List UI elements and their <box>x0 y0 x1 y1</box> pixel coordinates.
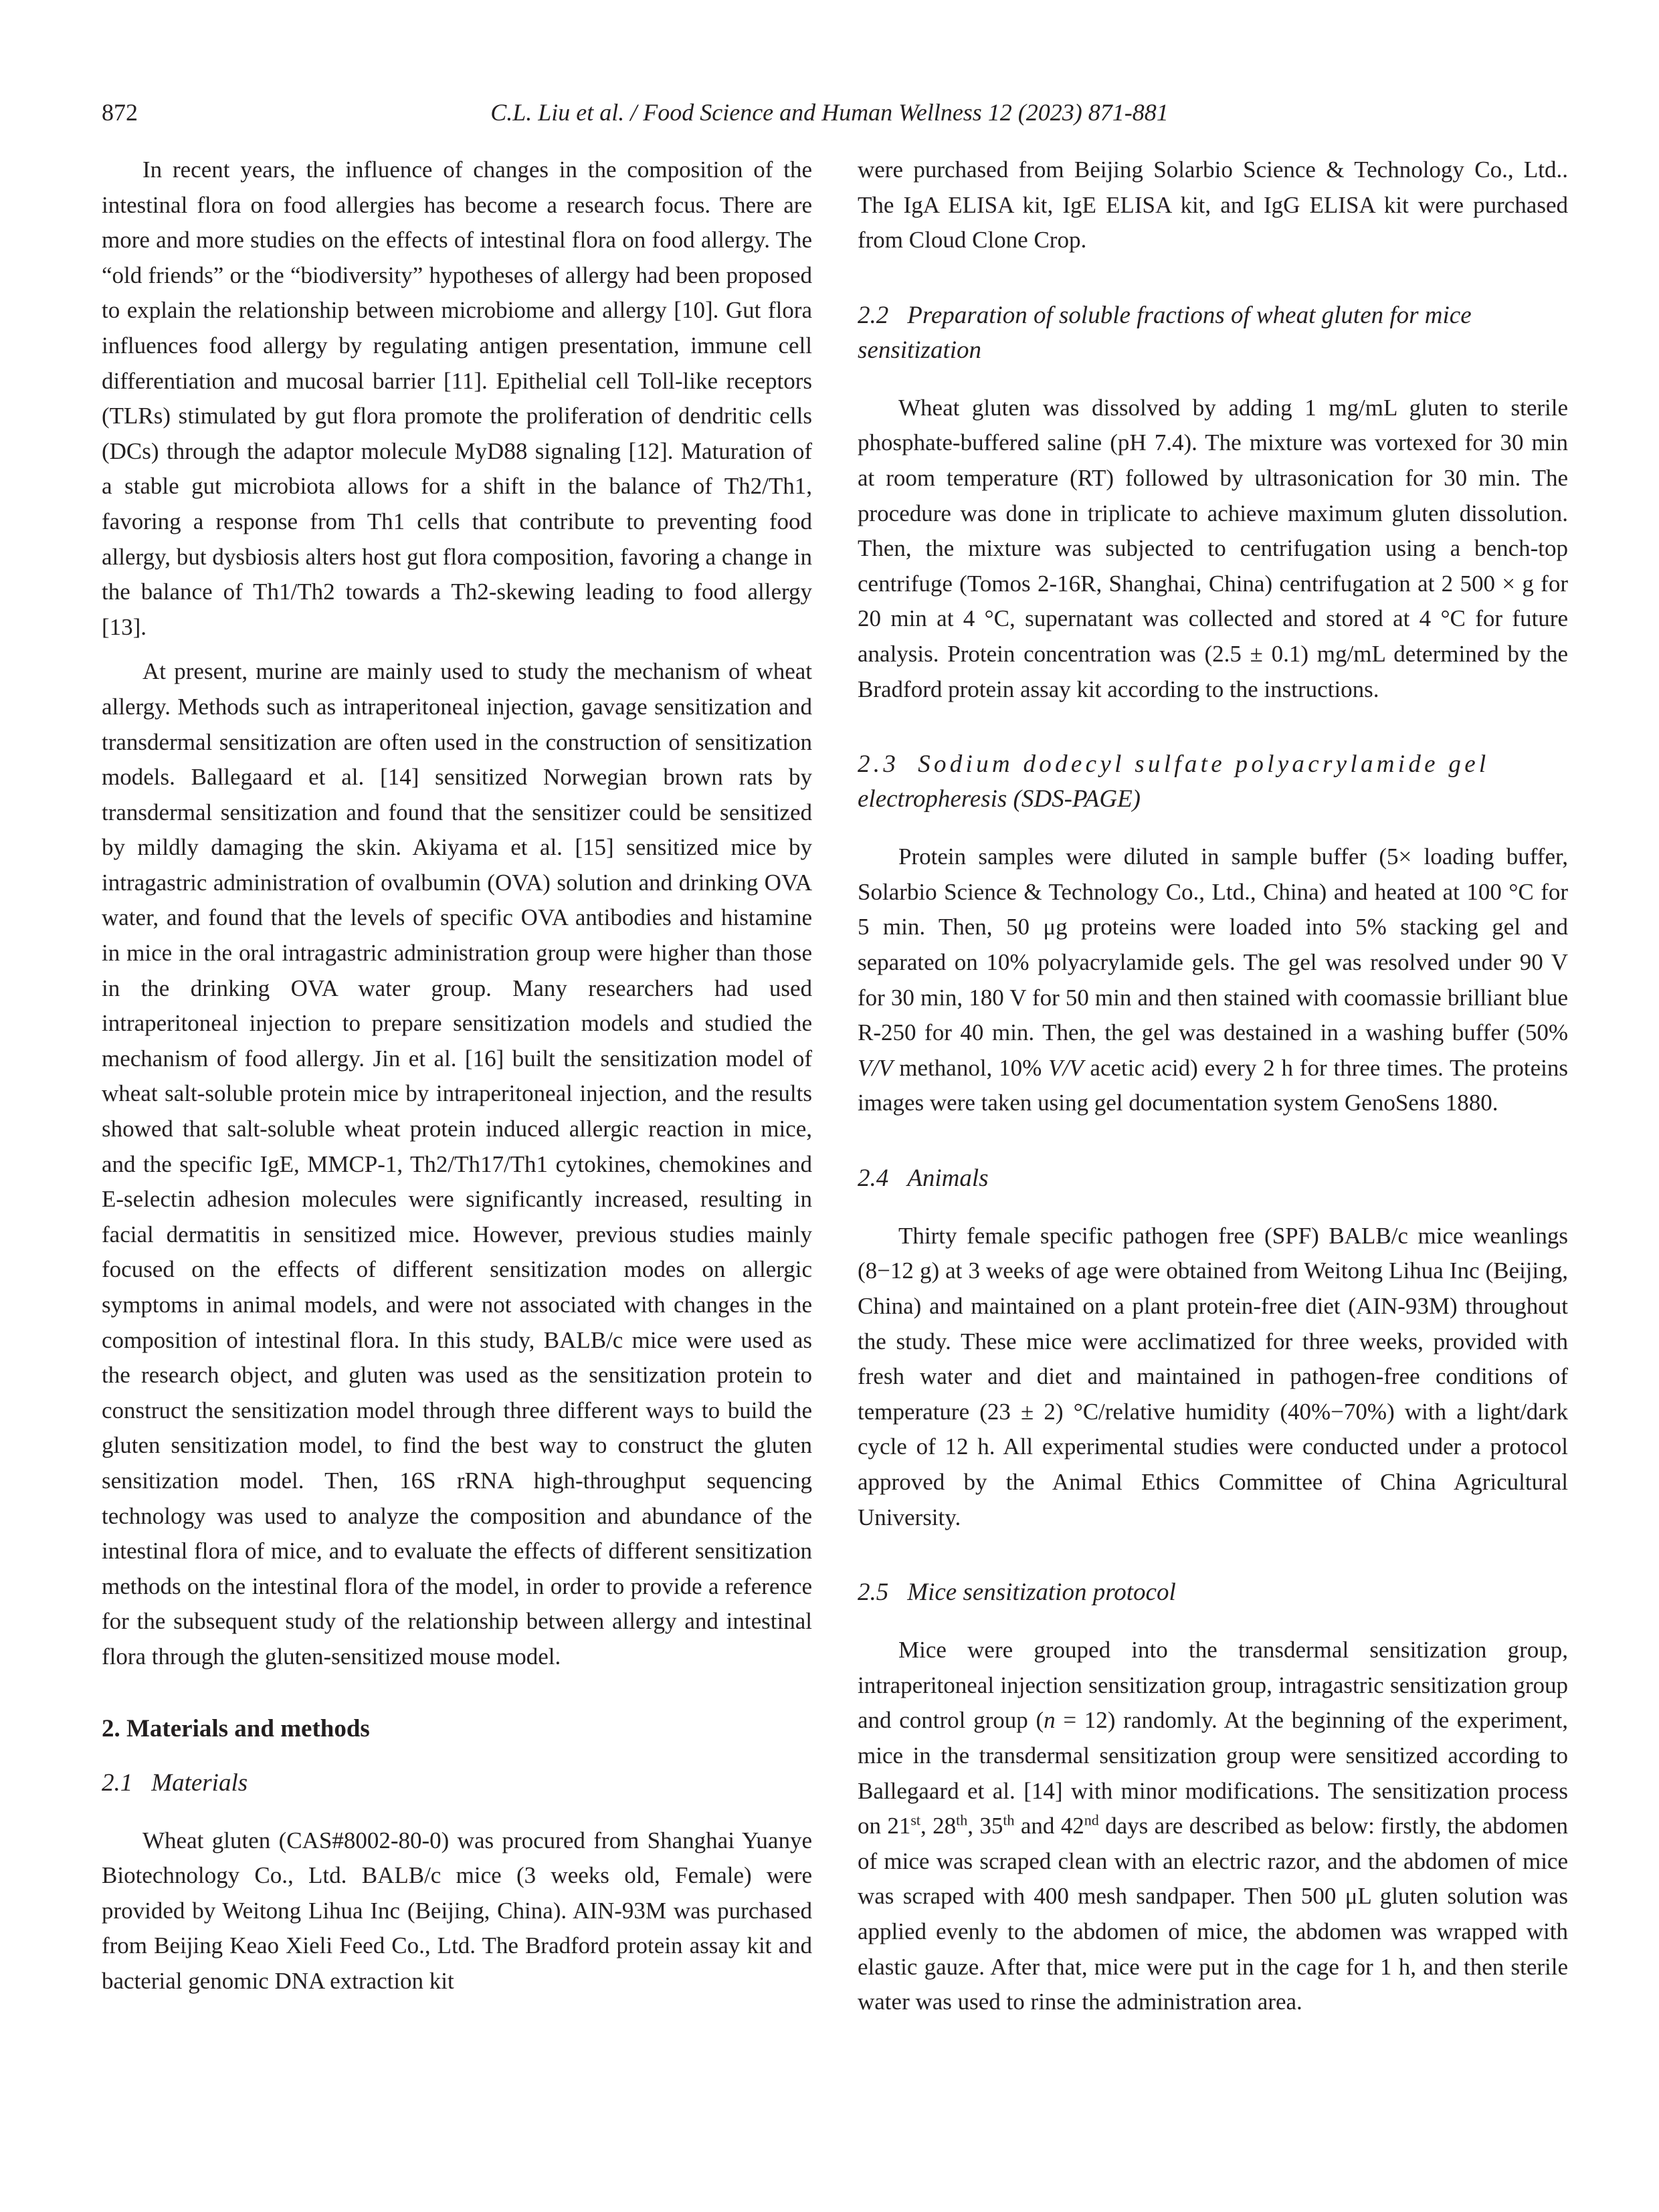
animals-paragraph: Thirty female specific pathogen free (SPF) BALB/c mice weanlings (8−12 g) at 3 weeks of age were obtained from Weitong Lihua Inc (Beijing, China) and maintained on a plant protein-free diet (AIN-93M) throughout the study. These mice were acclimatized for three weeks, provided with fresh water and diet and maintained in pathogen-free conditions of temperature (23 ± 2) °C/relative humidity (40%−70%) with a light/dark cycle of 12 h. All experimental studies were conducted under a protocol approved by the Animal Ethics Committee of China Agricultural University. <box>858 1222 1568 1530</box>
subsection-heading-gluten-preparation <box>858 298 1568 368</box>
right-column <box>858 153 1568 2020</box>
subsection-title: Sodium dodecyl sulfate polyacrylamide gel <box>918 750 1490 779</box>
materials-paragraph: Wheat gluten (CAS#8002-80-0) was procured from Shanghai Yuanye Biotechnology Co., Ltd. BALB/c mice (3 weeks old, Female) were provided by Weitong Lihua Inc (Beijing, China). AIN-93M was purchased from Beijing Keao Xieli Feed Co., Ltd. The Bradford protein assay kit and bacterial genomic DNA extraction kit <box>102 1827 812 1994</box>
subsection-number: 2.5 <box>858 1579 889 1607</box>
subsection-heading-materials <box>102 1766 812 1801</box>
subsection-number: 2.1 <box>102 1769 133 1797</box>
running-head: C.L. Liu et al. / Food Science and Human Wellness 12 (2023) 871-881 <box>490 99 1169 126</box>
sensitization-protocol-paragraph: Mice were grouped into the transdermal sensitization group, intraperitoneal injection sensitization group, intragastric sensitization group and control group (n = 12) randomly. At the beginning of the experiment, mice in the transdermal sensitization group were sensitized according to Ballegaard et al. [14] with minor modifications. The sensitization process on 21st, 28th, 35th and 42nd days are described as below: firstly, the abdomen of mice was scraped clean with an electric razor, and the abdomen of mice was scraped with 400 mesh sandpaper. Then 500 μL gluten solution was applied evenly to the abdomen of mice, the abdomen was wrapped with elastic gauze. After that, mice were put in the cage for 1 h, and then sterile water was used to rinse the administration area. <box>858 1637 1569 2015</box>
subsection-title: Preparation of soluble fractions of wheat gluten for mice sensitization <box>858 301 1472 364</box>
subsection-heading-sds-page <box>858 747 1568 817</box>
subsection-title: Mice sensitization protocol <box>907 1579 1176 1607</box>
subsection-title: Animals <box>907 1164 989 1192</box>
subsection-heading-animals <box>858 1161 1568 1196</box>
section-heading-materials-methods: 2. Materials and methods <box>102 1714 370 1742</box>
subsection-number: 2.2 <box>858 301 889 329</box>
subsection-title-line-2: electropheresis (SDS-PAGE) <box>858 785 1141 813</box>
materials-paragraph-continued: were purchased from Beijing Solarbio Science & Technology Co., Ltd.. The IgA ELISA kit, IgE ELISA kit, and IgG ELISA kit were purchased from Cloud Clone Crop. <box>858 157 1568 254</box>
gluten-preparation-paragraph: Wheat gluten was dissolved by adding 1 mg/mL gluten to sterile phosphate-buffered saline (pH 7.4). The mixture was vortexed for 30 min at room temperature (RT) followed by ultrasonication for 30 min. The procedure was done in triplicate to achieve maximum gluten dissolution. Then, the mixture was subjected to centrifugation using a bench-top centrifuge (Tomos 2-16R, Shanghai, China) centrifugation at 2 500 × g for 20 min at 4 °C, supernatant was collected and stored at 4 °C for future analysis. Protein concentration was (2.5 ± 0.1) mg/mL determined by the Bradford protein assay kit according to the instructions. <box>858 394 1568 702</box>
subsection-number: 2.4 <box>858 1164 889 1192</box>
intro-paragraph-2: At present, murine are mainly used to study the mechanism of wheat allergy. Methods such as intraperitoneal injection, gavage sensitization and transdermal sensitization are often used in the construction of sensitization models. Ballegaard et al. [14] sensitized Norwegian brown rats by transdermal sensitization and found that the sensitizer could be sensitized by mildly damaging the skin. Akiyama et al. [15] sensitized mice by intragastric administration of ovalbumin (OVA) solution and drinking OVA water, and found that the levels of specific OVA antibodies and histamine in mice in the oral intragastric administration group were higher than those in the drinking OVA water group. Many researchers had used intraperitoneal injection to prepare sensitization models and studied the mechanism of food allergy. Jin et al. [16] built the sensitization model of wheat salt-soluble protein mice by intraperitoneal injection, and the results showed that salt-soluble wheat protein induced allergic reaction in mice, and the specific IgE, MMCP-1, Th2/Th17/Th1 cytokines, chemokines and E-selectin adhesion molecules were significantly increased, resulting in facial dermatitis in sensitized mice. However, previous studies mainly focused on the effects of different sensitization modes on allergic symptoms in animal models, and were not associated with changes in the composition of intestinal flora. In this study, BALB/c mice were used as the research object, and gluten was used as the sensitization protein to construct the sensitization model through three different ways to build the gluten sensitization model, to find the best way to construct the gluten sensitization model. Then, 16S rRNA high-throughput sequencing technology was used to analyze the composition and abundance of the intestinal flora of mice, and to evaluate the effects of different sensitization methods on the intestinal flora of the model, in order to provide a reference for the subsequent study of the relationship between allergy and intestinal flora through the gluten-sensitized mouse model. <box>102 658 812 1670</box>
left-column <box>102 153 812 1999</box>
subsection-number: 2.3 <box>858 750 900 779</box>
subsection-title-line-1 <box>858 750 1490 778</box>
sds-page-paragraph: Protein samples were diluted in sample buffer (5× loading buffer, Solarbio Science & Technology Co., Ltd., China) and heated at 100 °C for 5 min. Then, 50 μg proteins were loaded into 5% stacking gel and separated on 10% polyacrylamide gels. The gel was resolved under 90 V for 30 min, 180 V for 50 min and then stained with coomassie brilliant blue R-250 for 40 min. Then, the gel was destained in a washing buffer (50% V/V methanol, 10% V/V acetic acid) every 2 h for three times. The proteins images were taken using gel documentation system GenoSens 1880. <box>858 843 1568 1116</box>
intro-paragraph-1: In recent years, the influence of changes in the composition of the intestinal flora on food allergies has become a research focus. There are more and more studies on the effects of intestinal flora on food allergy. The “old friends” or the “biodiversity” hypotheses of allergy had been proposed to explain the relationship between microbiome and allergy [10]. Gut flora influences food allergy by regulating antigen presentation, immune cell differentiation and mucosal barrier [11]. Epithelial cell Toll-like receptors (TLRs) stimulated by gut flora promote the proliferation of dendritic cells (DCs) through the adaptor molecule MyD88 signaling [12]. Maturation of a stable gut microbiota allows for a shift in the balance of Th2/Th1, favoring a response from Th1 cells that contribute to preventing food allergy, but dysbiosis alters host gut flora composition, favoring a change in the balance of Th1/Th2 towards a Th2-skewing leading to food allergy [13]. <box>102 157 812 640</box>
page-number: 872 <box>102 99 138 126</box>
subsection-title: Materials <box>151 1769 248 1797</box>
subsection-heading-sensitization-protocol <box>858 1575 1568 1610</box>
